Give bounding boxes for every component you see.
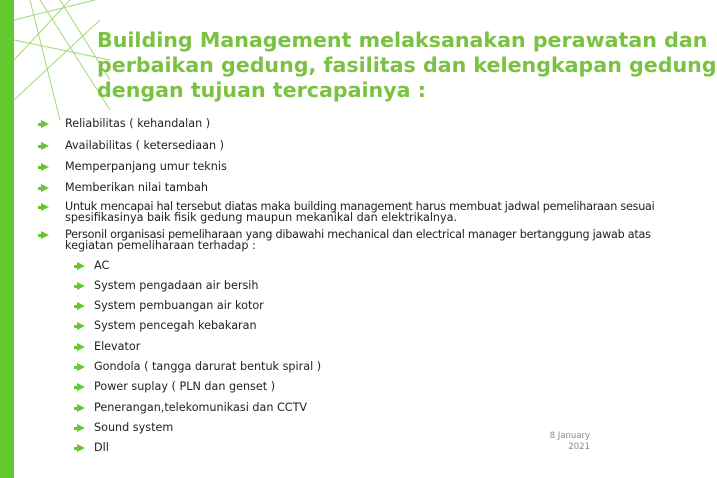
arrow-bullet-icon: [77, 322, 85, 330]
list-item: Untuk mencapai hal tersebut diatas maka building management harus membuat jadwal pemeliharaan sesuai: [65, 200, 655, 213]
sub-list-item: System pencegah kebakaran: [94, 319, 257, 332]
arrow-bullet-icon: [77, 302, 85, 310]
arrow-bullet-icon: [41, 184, 49, 192]
sub-list-item: Gondola ( tangga darurat bentuk spiral ): [94, 360, 322, 373]
list-item: Reliabilitas ( kehandalan ): [65, 117, 211, 130]
title-line: dengan tujuan tercapainya :: [97, 78, 426, 102]
list-item-continuation: kegiatan pemeliharaan terhadap :: [65, 239, 256, 252]
arrow-bullet-icon: [77, 444, 85, 452]
list-item: Personil organisasi pemeliharaan yang dibawahi mechanical dan electrical manager bertanggung jawab atas: [65, 228, 651, 241]
arrow-bullet-icon: [77, 404, 85, 412]
sub-list-item: Sound system: [94, 421, 174, 434]
list-item-continuation: spesifikasinya baik fisik gedung maupun mekanikal dan elektrikalnya.: [65, 211, 458, 224]
sub-list-item: AC: [94, 259, 110, 272]
list-item: Memberikan nilai tambah: [65, 181, 208, 194]
list-item: Memperpanjang umur teknis: [65, 160, 227, 173]
list-item: Availabilitas ( ketersediaan ): [65, 139, 224, 152]
arrow-bullet-icon: [41, 203, 49, 211]
sub-list-item: System pengadaan air bersih: [94, 279, 259, 292]
date-line: 2021: [568, 442, 590, 452]
sub-list-item: Dll: [94, 441, 109, 454]
arrow-bullet-icon: [41, 163, 49, 171]
sub-list-item: Elevator: [94, 340, 141, 353]
slide-title: [97, 28, 717, 103]
arrow-bullet-icon: [41, 231, 49, 239]
arrow-bullet-icon: [77, 383, 85, 391]
sub-list-item: Power suplay ( PLN dan genset ): [94, 380, 276, 393]
arrow-bullet-icon: [77, 262, 85, 270]
arrow-bullet-icon: [77, 343, 85, 351]
arrow-bullet-icon: [77, 363, 85, 371]
title-line: perbaikan gedung, fasilitas dan kelengkapan gedung: [97, 53, 717, 77]
arrow-bullet-icon: [41, 142, 49, 150]
arrow-bullet-icon: [41, 120, 49, 128]
arrow-bullet-icon: [77, 282, 85, 290]
date-line: 8 January: [549, 431, 590, 441]
slide-date: [530, 431, 590, 453]
sub-list-item: System pembuangan air kotor: [94, 299, 264, 312]
sub-list-item: Penerangan,telekomunikasi dan CCTV: [94, 401, 308, 414]
arrow-bullet-icon: [77, 424, 85, 432]
title-line: Building Management melaksanakan perawatan dan: [97, 28, 708, 52]
